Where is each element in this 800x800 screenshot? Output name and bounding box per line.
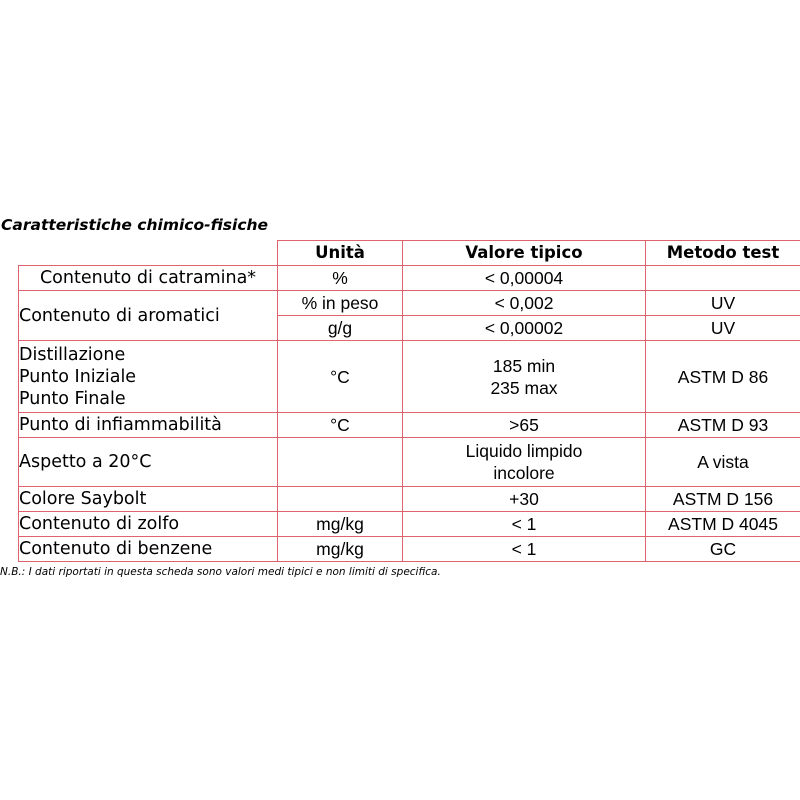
value-flash-point: >65 — [403, 413, 646, 438]
value-distillation — [403, 341, 646, 413]
method-aromatics-1: UV — [646, 291, 800, 316]
table-row-sulfur — [19, 512, 800, 537]
property-appearance: Aspetto a 20°C — [19, 438, 278, 487]
value-sulfur: < 1 — [403, 512, 646, 537]
header-value: Valore tipico — [403, 241, 646, 266]
property-flash-point: Punto di infiammabilità — [19, 413, 278, 438]
property-saybolt: Colore Saybolt — [19, 487, 278, 512]
table-row-saybolt — [19, 487, 800, 512]
method-aromatics-2: UV — [646, 316, 800, 341]
table-header-row — [19, 241, 800, 266]
unit-saybolt — [278, 487, 403, 512]
value-benzene: < 1 — [403, 537, 646, 562]
unit-aromatics-1: % in peso — [278, 291, 403, 316]
table-row-appearance — [19, 438, 800, 487]
property-tar: Contenuto di catramina* — [19, 266, 278, 291]
header-unit: Unità — [278, 241, 403, 266]
value-tar: < 0,00004 — [403, 266, 646, 291]
table-row-benzene — [19, 537, 800, 562]
value-line: Liquido limpido — [465, 441, 583, 461]
header-method: Metodo test — [646, 241, 800, 266]
table-row-flash-point — [19, 413, 800, 438]
value-line: 185 min — [492, 355, 556, 376]
property-aromatics: Contenuto di aromatici — [19, 291, 278, 341]
property-distillation — [19, 341, 278, 413]
method-appearance: A vista — [646, 438, 800, 487]
method-distillation: ASTM D 86 — [646, 341, 800, 413]
footnote: N.B.: I dati riportati in questa scheda sono valori medi tipici e non limiti di specifica. — [0, 566, 441, 578]
value-saybolt: +30 — [403, 487, 646, 512]
method-saybolt: ASTM D 156 — [646, 487, 800, 512]
table-row-aromatics-1 — [19, 291, 800, 316]
property-benzene: Contenuto di benzene — [19, 537, 278, 562]
properties-table — [18, 240, 800, 562]
property-line: Punto Finale — [19, 388, 126, 409]
method-tar — [646, 266, 800, 291]
value-appearance — [403, 438, 646, 487]
method-flash-point: ASTM D 93 — [646, 413, 800, 438]
table-row-tar — [19, 266, 800, 291]
property-line: Distillazione — [19, 344, 126, 365]
unit-benzene: mg/kg — [278, 537, 403, 562]
value-line: 235 max — [490, 377, 558, 398]
value-line: incolore — [493, 463, 555, 483]
header-blank-cell — [19, 241, 278, 266]
unit-tar: % — [278, 266, 403, 291]
method-benzene: GC — [646, 537, 800, 562]
unit-sulfur: mg/kg — [278, 512, 403, 537]
value-aromatics-1: < 0,002 — [403, 291, 646, 316]
property-sulfur: Contenuto di zolfo — [19, 512, 278, 537]
table-row-distillation — [19, 341, 800, 413]
method-sulfur: ASTM D 4045 — [646, 512, 800, 537]
unit-distillation: °C — [278, 341, 403, 413]
unit-flash-point: °C — [278, 413, 403, 438]
section-title: Caratteristiche chimico-fisiche — [1, 216, 269, 234]
unit-appearance — [278, 438, 403, 487]
value-aromatics-2: < 0,00002 — [403, 316, 646, 341]
property-line: Punto Iniziale — [19, 366, 137, 387]
unit-aromatics-2: g/g — [278, 316, 403, 341]
